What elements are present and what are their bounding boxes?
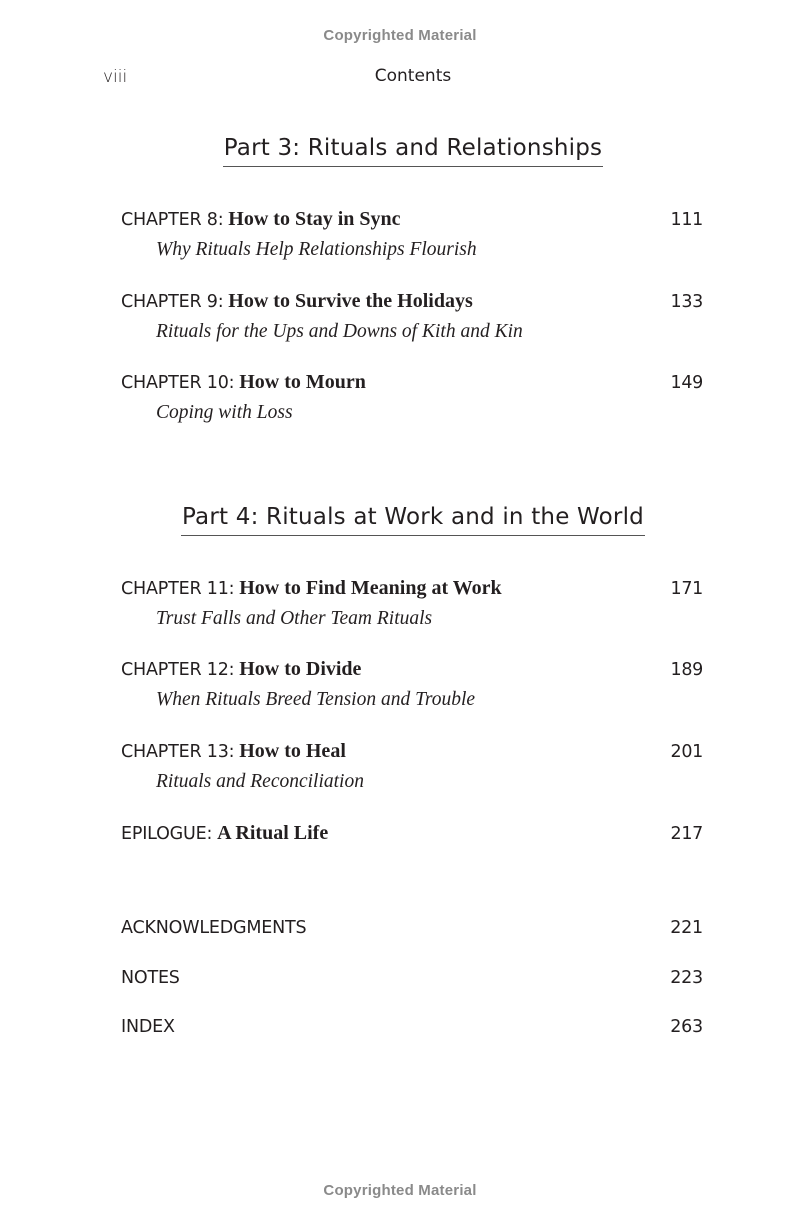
- toc-entry-index[interactable]: [121, 1017, 703, 1037]
- entry-subtitle: Coping with Loss: [156, 402, 293, 423]
- toc-entry-acknowledgments[interactable]: [121, 918, 703, 938]
- copyright-watermark-top: Copyrighted Material: [323, 27, 477, 44]
- entry-title: [121, 740, 346, 763]
- toc-entry-chapter-13[interactable]: [121, 740, 703, 793]
- part-heading: [0, 504, 800, 536]
- entry-label: CHAPTER 12:: [121, 660, 235, 680]
- entry-name: How to Heal: [239, 740, 346, 762]
- toc-entry-chapter-10[interactable]: [121, 371, 703, 424]
- toc-entry-chapter-9[interactable]: [121, 290, 703, 343]
- copyright-watermark-bottom: Copyrighted Material: [323, 1182, 477, 1199]
- entry-label: INDEX: [121, 1017, 175, 1037]
- entry-page-number: 221: [670, 918, 703, 938]
- toc-entry-chapter-8[interactable]: [121, 208, 703, 261]
- entry-title: [121, 208, 401, 231]
- entry-label: CHAPTER 10:: [121, 373, 235, 393]
- entry-subtitle: Rituals and Reconciliation: [156, 771, 364, 792]
- entry-name: How to Mourn: [239, 371, 366, 393]
- entry-page-number: 149: [670, 373, 703, 393]
- entry-label: CHAPTER 13:: [121, 742, 235, 762]
- part-3-heading: Part 3: Rituals and Relationships: [223, 135, 604, 167]
- entry-page-number: 189: [670, 660, 703, 680]
- entry-title: [121, 371, 366, 394]
- page-number: viii: [103, 67, 128, 87]
- toc-entry-chapter-12[interactable]: [121, 658, 703, 711]
- entry-label: ACKNOWLEDGMENTS: [121, 918, 307, 938]
- toc-entry-notes[interactable]: [121, 968, 703, 988]
- entry-label: NOTES: [121, 968, 180, 988]
- entry-label: CHAPTER 8:: [121, 210, 224, 230]
- entry-page-number: 133: [670, 292, 703, 312]
- entry-subtitle: Why Rituals Help Relationships Flourish: [156, 239, 477, 260]
- entry-page-number: 111: [670, 210, 703, 230]
- entry-name: How to Survive the Holidays: [228, 290, 473, 312]
- entry-name: A Ritual Life: [217, 822, 329, 844]
- entry-label: EPILOGUE:: [121, 824, 213, 844]
- entry-subtitle: Rituals for the Ups and Downs of Kith and Kin: [156, 321, 523, 342]
- entry-title: [121, 290, 473, 313]
- entry-label: CHAPTER 11:: [121, 579, 235, 599]
- entry-subtitle: When Rituals Breed Tension and Trouble: [156, 689, 476, 710]
- entry-name: How to Stay in Sync: [228, 208, 401, 230]
- part-heading: [0, 135, 800, 167]
- entry-page-number: 223: [670, 968, 703, 988]
- entry-page-number: 263: [670, 1017, 703, 1037]
- running-head: Contents: [374, 66, 452, 86]
- entry-page-number: 217: [670, 824, 703, 844]
- entry-page-number: 171: [670, 579, 703, 599]
- entry-subtitle: Trust Falls and Other Team Rituals: [156, 608, 433, 629]
- toc-entry-chapter-11[interactable]: [121, 577, 703, 630]
- part-4-heading: Part 4: Rituals at Work and in the World: [181, 504, 645, 536]
- entry-page-number: 201: [670, 742, 703, 762]
- entry-title: [121, 577, 502, 600]
- entry-label: CHAPTER 9:: [121, 292, 224, 312]
- entry-title: [121, 822, 328, 845]
- entry-name: How to Find Meaning at Work: [239, 577, 502, 599]
- toc-entry-epilogue[interactable]: [121, 822, 703, 850]
- entry-name: How to Divide: [239, 658, 362, 680]
- entry-title: [121, 658, 361, 681]
